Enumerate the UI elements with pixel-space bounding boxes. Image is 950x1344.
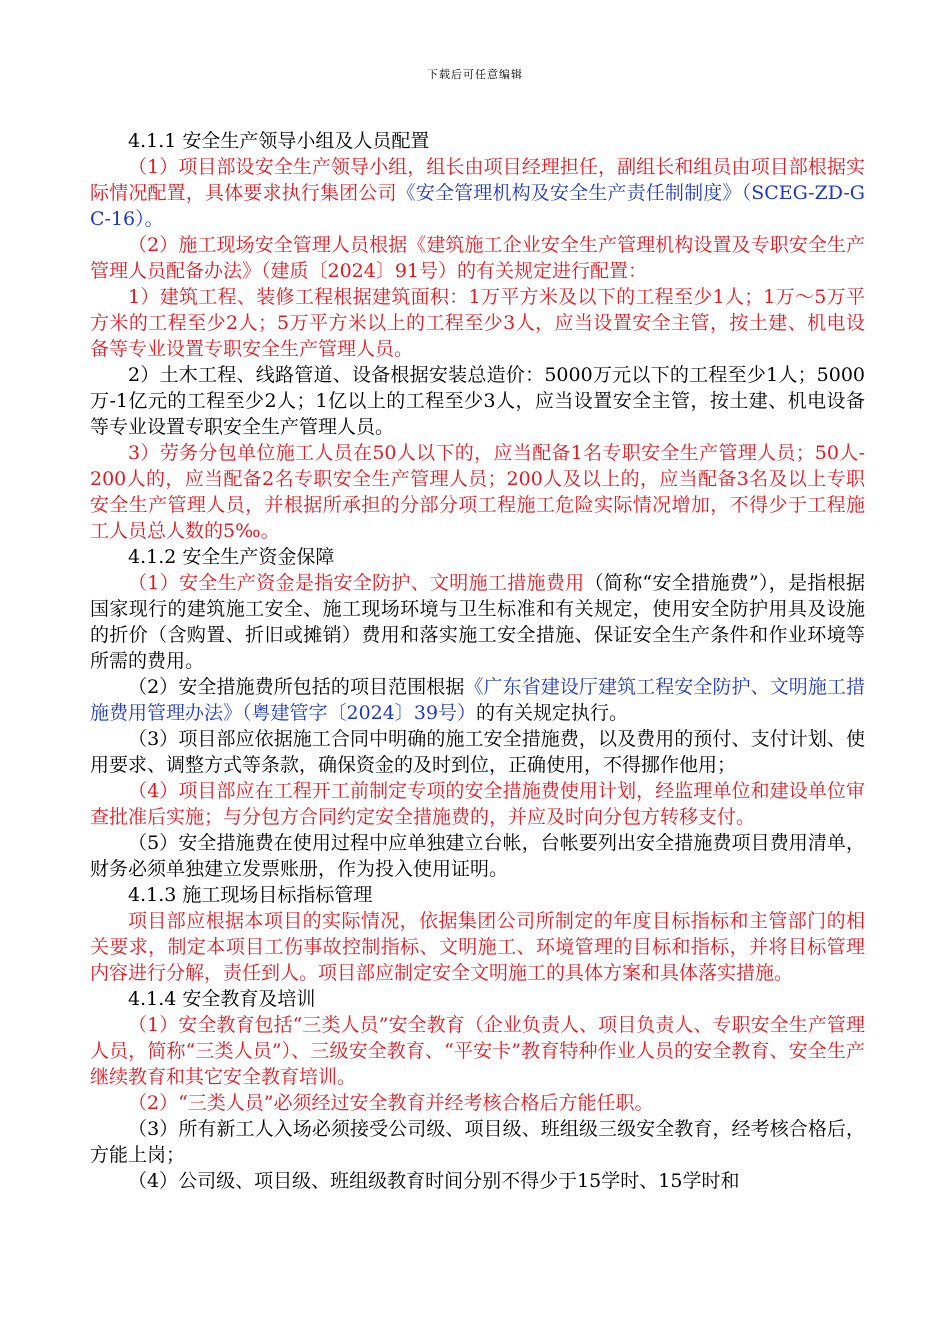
text-run: 的有关规定执行。 [476,702,629,724]
text-run: 《安全管理机构及安全生产责任制制度》（SCEG-ZD-GC-16）。 [90,182,865,230]
text-run: （简称“安全措施费”），是指根据国家现行的建筑施工安全、施工现场环境与卫生标准和有关规定，使用安全防护用具及设施的折价（含购置、折旧或摊销）费用和落实施工安全措施、保证安全生产条件和作业环境等所需的费用。 [90,572,865,672]
text-run: 1）建筑工程、装修工程根据建筑面积：1万平方米及以下的工程至少1人；1万～5万平方米的工程至少2人；5万平方米以上的工程至少3人，应当设置安全主管，按土建、机电设备等专业设置专职安全生产管理人员。 [90,286,865,360]
section-heading-h414 [90,986,865,1012]
section-heading-h412 [90,544,865,570]
text-run: 项目部应根据本项目的实际情况，依据集团公司所制定的年度目标指标和主管部门的相关要求，制定本项目工伤事故控制指标、文明施工、环境管理的目标和指标，并将目标管理内容进行分解，责任到人。项目部应制定安全文明施工的具体方案和具体落实措施。 [90,910,865,984]
text-run: （2）施工现场安全管理人员根据《建筑施工企业安全生产管理机构设置及专职安全生产管理人员配备办法》（建质〔2024〕91号）的有关规定进行配置： [90,234,865,282]
paragraph-p411-3 [90,284,865,362]
paragraph-p414-1 [90,1012,865,1090]
text-run: （1）安全教育包括“三类人员”安全教育（企业负责人、项目负责人、专职安全生产管理人员，简称“三类人员”）、三级安全教育、“平安卡”教育特种作业人员的安全教育、安全生产继续教育和其它安全教育培训。 [90,1014,865,1088]
page-header: 下载后可任意编辑 [427,68,523,81]
paragraph-p411-4 [90,362,865,440]
section-heading-h411 [90,128,865,154]
paragraph-p411-1 [90,154,865,232]
paragraph-p412-4 [90,778,865,830]
text-run: 4.1.2 安全生产资金保障 [128,546,335,568]
text-run: 3）劳务分包单位施工人员在50人以下的，应当配备1名专职安全生产管理人员；50人-200人的，应当配备2名专职安全生产管理人员；200人及以上的，应当配备3名及以上专职安全生产管理人员，并根据所承担的分部分项工程施工危险实际情况增加，不得少于工程施工人员总人数的5‰。 [90,442,865,542]
text-run: （5）安全措施费在使用过程中应单独建立台帐，台帐要列出安全措施费项目费用清单，财务必须单独建立发票账册，作为投入使用证明。 [90,832,865,880]
text-run: （3）所有新工人入场必须接受公司级、项目级、班组级三级安全教育，经考核合格后，方能上岗； [90,1118,865,1166]
text-run: 2）土木工程、线路管道、设备根据安装总造价：5000万元以下的工程至少1人；5000万-1亿元的工程至少2人；1亿以上的工程至少3人，应当设置安全主管，按土建、机电设备等专业设置专职安全生产管理人员。 [90,364,865,438]
paragraph-p412-2 [90,674,865,726]
paragraph-p411-5 [90,440,865,544]
text-run: （4）项目部应在工程开工前制定专项的安全措施费使用计划，经监理单位和建设单位审查批准后实施；与分包方合同约定安全措施费的，并应及时向分包方转移支付。 [90,780,865,828]
paragraph-p414-2 [90,1090,865,1116]
text-run: （4）公司级、项目级、班组级教育时间分别不得少于15学时、15学时和 [128,1170,740,1192]
paragraph-p412-3 [90,726,865,778]
section-heading-h413 [90,882,865,908]
text-run: （1）安全生产资金是指安全防护、文明施工措施费用 [128,572,585,594]
text-run: （1）项目部设安全生产领导小组，组长由项目经理担任，副组长和组员由项目部根据实际情况配置，具体要求执行集团公司 [90,156,865,204]
paragraph-p412-1 [90,570,865,674]
text-run: （3）项目部应依据施工合同中明确的施工安全措施费，以及费用的预付、支付计划、使用要求、调整方式等条款，确保资金的及时到位，正确使用，不得挪作他用； [90,728,865,776]
text-run: 4.1.4 安全教育及培训 [128,988,316,1010]
paragraph-p414-3 [90,1116,865,1168]
paragraph-p411-2 [90,232,865,284]
text-run: （2）安全措施费所包括的项目范围根据 [128,676,465,698]
paragraph-p413-1 [90,908,865,986]
text-run: 《广东省建设厅建筑工程安全防护、文明施工措施费用管理办法》（粤建管字〔2024〕39号） [90,676,865,724]
document-body [90,128,865,1194]
paragraph-p414-4 [90,1168,865,1194]
text-run: （2）“三类人员”必须经过安全教育并经考核合格后方能任职。 [128,1092,654,1114]
paragraph-p412-5 [90,830,865,882]
text-run: 4.1.3 施工现场目标指标管理 [128,884,373,906]
text-run: 4.1.1 安全生产领导小组及人员配置 [128,130,430,152]
